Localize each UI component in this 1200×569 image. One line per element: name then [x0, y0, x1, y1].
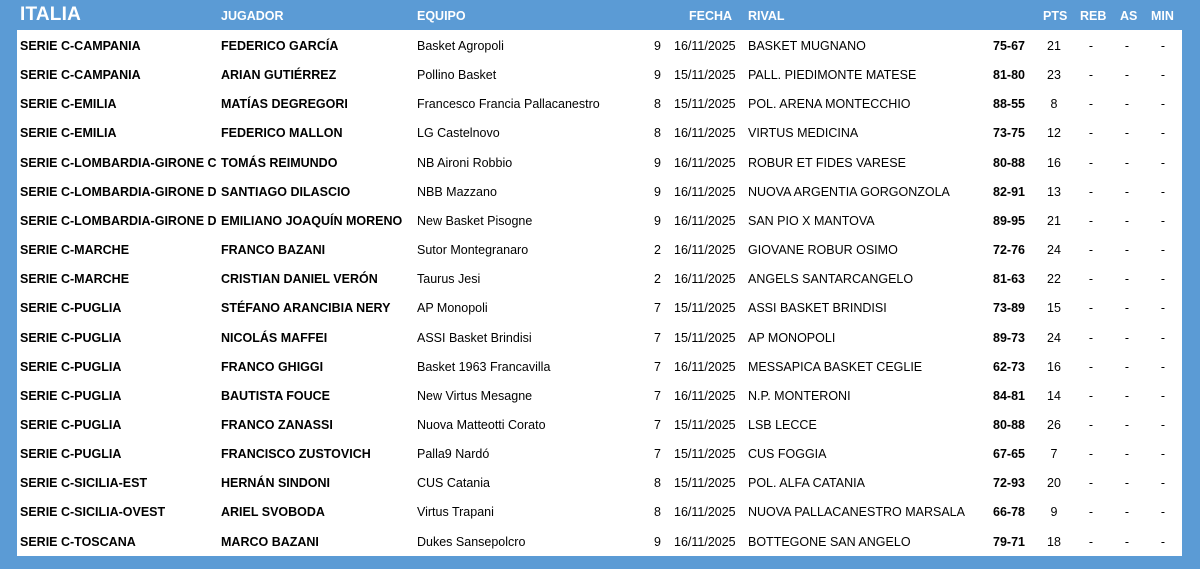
league-cell: SERIE C-LOMBARDIA-GIRONE C	[20, 155, 217, 170]
date-cell: 16/11/2025	[674, 184, 736, 199]
table-row	[17, 60, 1182, 89]
player-cell: MARCO BAZANI	[221, 534, 319, 549]
min-cell: -	[1160, 301, 1166, 316]
min-cell: -	[1160, 213, 1166, 228]
as-cell: -	[1124, 272, 1130, 287]
team-cell: Virtus Trapani	[417, 505, 494, 520]
rival-cell: ROBUR ET FIDES VARESE	[748, 155, 906, 170]
score-cell: 73-75	[993, 126, 1025, 141]
player-cell: FEDERICO MALLON	[221, 126, 343, 141]
league-cell: SERIE C-CAMPANIA	[20, 39, 141, 53]
table-row	[17, 410, 1182, 439]
score-cell: 72-76	[993, 243, 1025, 258]
min-cell: -	[1160, 272, 1166, 287]
league-cell: SERIE C-TOSCANA	[20, 534, 136, 549]
player-cell: CRISTIAN DANIEL VERÓN	[221, 272, 378, 287]
round-cell: 7	[654, 447, 661, 462]
table-row	[17, 235, 1182, 264]
score-cell: 79-71	[993, 534, 1025, 549]
team-cell: Pollino Basket	[417, 68, 497, 83]
rival-cell: NUOVA ARGENTIA GORGONZOLA	[748, 184, 950, 199]
team-cell: Palla9 Nardó	[417, 447, 490, 462]
reb-cell: -	[1088, 39, 1094, 53]
score-cell: 62-73	[993, 359, 1025, 374]
team-cell: Sutor Montegranaro	[417, 243, 529, 258]
as-cell: -	[1124, 243, 1130, 258]
rival-cell: MESSAPICA BASKET CEGLIE	[748, 359, 923, 374]
round-cell: 7	[654, 388, 661, 403]
league-cell: SERIE C-SICILIA-EST	[20, 476, 148, 491]
score-cell: 80-88	[993, 417, 1025, 432]
column-header-as: AS	[1120, 9, 1138, 23]
round-cell: 7	[654, 417, 661, 432]
as-cell: -	[1124, 505, 1130, 520]
rival-cell: PALL. PIEDIMONTE MATESE	[748, 68, 917, 83]
reb-cell: -	[1088, 534, 1094, 549]
round-cell: 8	[654, 126, 661, 141]
pts-cell: 16	[1047, 155, 1061, 170]
as-cell: -	[1124, 213, 1130, 228]
score-cell: 67-65	[993, 447, 1025, 462]
min-cell: -	[1160, 39, 1166, 53]
reb-cell: -	[1088, 272, 1094, 287]
rival-cell: NUOVA PALLACANESTRO MARSALA	[748, 505, 965, 520]
min-cell: -	[1160, 68, 1166, 83]
min-cell: -	[1160, 184, 1166, 199]
score-cell: 89-95	[993, 213, 1025, 228]
column-header-pts: PTS	[1043, 9, 1068, 23]
reb-cell: -	[1088, 243, 1094, 258]
as-cell: -	[1124, 184, 1130, 199]
as-cell: -	[1124, 417, 1130, 432]
date-cell: 16/11/2025	[674, 155, 736, 170]
league-cell: SERIE C-PUGLIA	[20, 301, 122, 316]
date-cell: 15/11/2025	[674, 417, 736, 432]
reb-cell: -	[1088, 447, 1094, 462]
rival-cell: BOTTEGONE SAN ANGELO	[748, 534, 911, 549]
team-cell: New Virtus Mesagne	[417, 388, 533, 403]
pts-cell: 26	[1047, 417, 1061, 432]
date-cell: 16/11/2025	[674, 388, 736, 403]
rival-cell: ANGELS SANTARCANGELO	[748, 272, 914, 287]
column-header-jugador: JUGADOR	[221, 9, 284, 23]
reb-cell: -	[1088, 126, 1094, 141]
column-header-reb: REB	[1080, 9, 1107, 23]
pts-cell: 20	[1047, 476, 1061, 491]
player-cell: STÉFANO ARANCIBIA NERY	[221, 301, 391, 316]
reb-cell: -	[1088, 359, 1094, 374]
reb-cell: -	[1088, 68, 1094, 83]
table-row	[17, 323, 1182, 352]
team-cell: Francesco Francia Pallacanestro	[417, 97, 600, 112]
league-cell: SERIE C-LOMBARDIA-GIRONE D	[20, 184, 217, 199]
pts-cell: 24	[1047, 243, 1061, 258]
column-header-rival: RIVAL	[748, 9, 785, 23]
min-cell: -	[1160, 243, 1166, 258]
league-cell: SERIE C-PUGLIA	[20, 330, 122, 345]
as-cell: -	[1124, 39, 1130, 53]
score-cell: 80-88	[993, 155, 1025, 170]
reb-cell: -	[1088, 184, 1094, 199]
team-cell: NBB Mazzano	[417, 184, 497, 199]
date-cell: 15/11/2025	[674, 68, 736, 83]
as-cell: -	[1124, 447, 1130, 462]
pts-cell: 22	[1047, 272, 1061, 287]
table-row	[17, 148, 1182, 177]
min-cell: -	[1160, 476, 1166, 491]
rival-cell: BASKET MUGNANO	[748, 39, 866, 53]
table-row	[17, 31, 1182, 60]
pts-cell: 12	[1047, 126, 1061, 141]
pts-cell: 16	[1047, 359, 1061, 374]
player-cell: FRANCO BAZANI	[221, 243, 326, 258]
score-cell: 89-73	[993, 330, 1025, 345]
date-cell: 16/11/2025	[674, 243, 736, 258]
score-cell: 75-67	[993, 39, 1025, 53]
table-header	[0, 0, 1200, 30]
table-row	[17, 527, 1182, 556]
score-cell: 81-63	[993, 272, 1025, 287]
round-cell: 7	[654, 359, 661, 374]
team-cell: NB Aironi Robbio	[417, 155, 513, 170]
rival-cell: SAN PIO X MANTOVA	[748, 213, 875, 228]
date-cell: 16/11/2025	[674, 272, 736, 287]
round-cell: 9	[654, 184, 661, 199]
rival-cell: POL. ALFA CATANIA	[748, 476, 865, 491]
date-cell: 16/11/2025	[674, 39, 736, 53]
team-cell: ASSI Basket Brindisi	[417, 330, 532, 345]
pts-cell: 9	[1050, 505, 1058, 520]
table-row	[17, 352, 1182, 381]
team-cell: AP Monopoli	[417, 301, 488, 316]
reb-cell: -	[1088, 388, 1094, 403]
reb-cell: -	[1088, 505, 1094, 520]
results-table	[17, 30, 1182, 556]
league-cell: SERIE C-CAMPANIA	[20, 68, 141, 83]
column-header-min: MIN	[1151, 9, 1174, 23]
pts-cell: 23	[1047, 68, 1061, 83]
player-cell: SANTIAGO DILASCIO	[221, 184, 351, 199]
table-row	[17, 293, 1182, 322]
date-cell: 16/11/2025	[674, 213, 736, 228]
rival-cell: AP MONOPOLI	[748, 330, 836, 345]
pts-cell: 24	[1047, 330, 1061, 345]
table-row	[17, 439, 1182, 468]
round-cell: 9	[654, 39, 661, 53]
team-cell: New Basket Pisogne	[417, 213, 533, 228]
pts-cell: 13	[1047, 184, 1061, 199]
pts-cell: 21	[1047, 39, 1061, 53]
player-cell: BAUTISTA FOUCE	[221, 388, 331, 403]
rival-cell: LSB LECCE	[748, 417, 817, 432]
as-cell: -	[1124, 301, 1130, 316]
min-cell: -	[1160, 155, 1166, 170]
pts-cell: 8	[1050, 97, 1058, 112]
score-cell: 84-81	[993, 388, 1025, 403]
column-header-fecha: FECHA	[689, 9, 733, 23]
player-cell: ARIEL SVOBODA	[221, 505, 325, 520]
league-cell: SERIE C-EMILIA	[20, 126, 117, 141]
date-cell: 16/11/2025	[674, 534, 736, 549]
team-cell: Nuova Matteotti Corato	[417, 417, 546, 432]
reb-cell: -	[1088, 417, 1094, 432]
league-cell: SERIE C-PUGLIA	[20, 388, 122, 403]
min-cell: -	[1160, 359, 1166, 374]
round-cell: 9	[654, 534, 661, 549]
rival-cell: N.P. MONTERONI	[748, 388, 851, 403]
date-cell: 15/11/2025	[674, 330, 736, 345]
rival-cell: ASSI BASKET BRINDISI	[748, 301, 887, 316]
pts-cell: 18	[1047, 534, 1061, 549]
as-cell: -	[1124, 155, 1130, 170]
table-row	[17, 381, 1182, 410]
player-cell: FRANCO ZANASSI	[221, 417, 333, 432]
table-row	[17, 89, 1182, 118]
column-header-equipo: EQUIPO	[417, 9, 466, 23]
rival-cell: VIRTUS MEDICINA	[748, 126, 859, 141]
country-title: ITALIA	[20, 4, 82, 25]
league-cell: SERIE C-MARCHE	[20, 272, 130, 287]
as-cell: -	[1124, 388, 1130, 403]
score-cell: 81-80	[993, 68, 1025, 83]
team-cell: Basket 1963 Francavilla	[417, 359, 551, 374]
rival-cell: CUS FOGGIA	[748, 447, 827, 462]
as-cell: -	[1124, 330, 1130, 345]
date-cell: 16/11/2025	[674, 359, 736, 374]
score-cell: 82-91	[993, 184, 1025, 199]
score-cell: 72-93	[993, 476, 1025, 491]
reb-cell: -	[1088, 155, 1094, 170]
rival-cell: POL. ARENA MONTECCHIO	[748, 97, 911, 112]
league-cell: SERIE C-LOMBARDIA-GIRONE D	[20, 213, 217, 228]
reb-cell: -	[1088, 476, 1094, 491]
date-cell: 15/11/2025	[674, 447, 736, 462]
pts-cell: 7	[1050, 447, 1058, 462]
league-cell: SERIE C-MARCHE	[20, 243, 130, 258]
round-cell: 9	[654, 155, 661, 170]
as-cell: -	[1124, 68, 1130, 83]
min-cell: -	[1160, 126, 1166, 141]
round-cell: 9	[654, 213, 661, 228]
team-cell: CUS Catania	[417, 476, 490, 491]
player-cell: FRANCO GHIGGI	[221, 359, 324, 374]
table-row	[17, 206, 1182, 235]
round-cell: 8	[654, 505, 661, 520]
reb-cell: -	[1088, 330, 1094, 345]
round-cell: 7	[654, 301, 661, 316]
player-cell: MATÍAS DEGREGORI	[221, 97, 348, 112]
table-row	[17, 264, 1182, 293]
as-cell: -	[1124, 534, 1130, 549]
pts-cell: 21	[1047, 213, 1061, 228]
pts-cell: 14	[1047, 388, 1061, 403]
player-cell: ARIAN GUTIÉRREZ	[221, 68, 337, 83]
as-cell: -	[1124, 476, 1130, 491]
date-cell: 15/11/2025	[674, 476, 736, 491]
score-cell: 73-89	[993, 301, 1025, 316]
reb-cell: -	[1088, 97, 1094, 112]
date-cell: 15/11/2025	[674, 97, 736, 112]
round-cell: 2	[654, 272, 661, 287]
player-cell: HERNÁN SINDONI	[221, 476, 331, 491]
team-cell: Taurus Jesi	[417, 272, 481, 287]
round-cell: 9	[654, 68, 661, 83]
score-cell: 88-55	[993, 97, 1025, 112]
player-cell: NICOLÁS MAFFEI	[221, 330, 328, 345]
min-cell: -	[1160, 388, 1166, 403]
score-cell: 66-78	[993, 505, 1025, 520]
player-cell: TOMÁS REIMUNDO	[221, 155, 338, 170]
team-cell: Dukes Sansepolcro	[417, 534, 526, 549]
min-cell: -	[1160, 330, 1166, 345]
player-cell: FRANCISCO ZUSTOVICH	[221, 447, 371, 462]
league-cell: SERIE C-SICILIA-OVEST	[20, 505, 166, 520]
as-cell: -	[1124, 126, 1130, 141]
as-cell: -	[1124, 359, 1130, 374]
rival-cell: GIOVANE ROBUR OSIMO	[748, 243, 898, 258]
team-cell: LG Castelnovo	[417, 126, 500, 141]
round-cell: 8	[654, 97, 661, 112]
player-cell: FEDERICO GARCÍA	[221, 39, 339, 53]
table-row	[17, 468, 1182, 497]
min-cell: -	[1160, 447, 1166, 462]
date-cell: 16/11/2025	[674, 505, 736, 520]
player-cell: EMILIANO JOAQUÍN MORENO	[221, 213, 403, 228]
league-cell: SERIE C-PUGLIA	[20, 447, 122, 462]
table-row	[17, 497, 1182, 526]
table-row	[17, 177, 1182, 206]
team-cell: Basket Agropoli	[417, 39, 504, 53]
as-cell: -	[1124, 97, 1130, 112]
round-cell: 7	[654, 330, 661, 345]
pts-cell: 15	[1047, 301, 1061, 316]
league-cell: SERIE C-PUGLIA	[20, 417, 122, 432]
round-cell: 8	[654, 476, 661, 491]
min-cell: -	[1160, 97, 1166, 112]
table-row	[17, 118, 1182, 147]
reb-cell: -	[1088, 301, 1094, 316]
min-cell: -	[1160, 505, 1166, 520]
league-cell: SERIE C-EMILIA	[20, 97, 117, 112]
min-cell: -	[1160, 534, 1166, 549]
round-cell: 2	[654, 243, 661, 258]
min-cell: -	[1160, 417, 1166, 432]
league-cell: SERIE C-PUGLIA	[20, 359, 122, 374]
date-cell: 16/11/2025	[674, 126, 736, 141]
reb-cell: -	[1088, 213, 1094, 228]
date-cell: 15/11/2025	[674, 301, 736, 316]
